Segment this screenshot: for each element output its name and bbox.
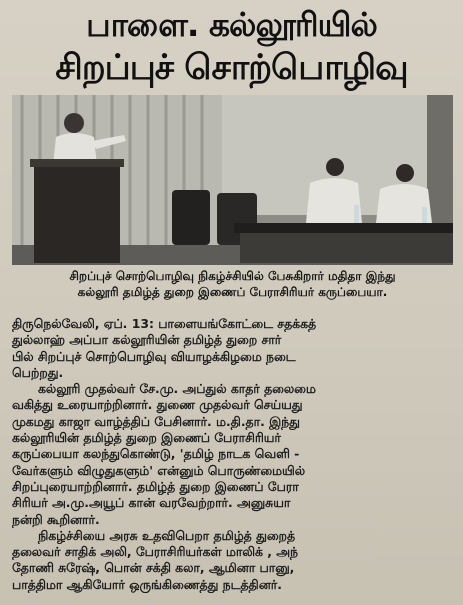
news-photo [12, 95, 453, 265]
article-body [12, 316, 453, 593]
article-line: வகித்து உரையாற்றினார். துணை முதல்வர் செய்யது [12, 397, 303, 413]
article-line: சிறப்புரையாற்றினார். தமிழ்த் துறை இணைப் பேரா [12, 478, 299, 494]
article-line: பாத்திமா ஆகியோர் ஒருங்கிணைத்து நடத்தினர். [12, 576, 282, 592]
photo-illustration [12, 95, 453, 265]
article-line: நன்றி கூறினார். [12, 511, 100, 527]
caption-line: கல்லூரி தமிழ்த் துறை இணைப் பேராசிரியர் கருப்பையா. [77, 285, 388, 299]
article-line: திருநெல்வேலி, ஏப். 13: பாளையங்கோட்டை சதக்கத் [12, 316, 317, 331]
headline-line-2: சிறப்புச் சொற்பொழிவு [55, 48, 408, 88]
article-line: தோணி சுரேஷ், பொன் சக்தி கலா, ஆமினா பானு, [12, 560, 295, 576]
article-line: துல்லாஹ் அப்பா கல்லூரியின் தமிழ்த் துறை சார் [12, 332, 282, 348]
article-line: கல்லூரியின் தமிழ்த் துறை இணைப் பேராசிரியர் [12, 430, 281, 446]
article-line: தலைவர் சாதிக் அலி, பேராசிரியர்கள் மாலிக் , அந் [12, 544, 298, 560]
article-line: கருப்பையா கலந்துகொண்டு, 'தமிழ் நாடக வெளி - [12, 446, 300, 462]
article-line: பில் சிறப்புச் சொற்பொழிவு வியாழக்கிழமை நடை [12, 348, 296, 364]
article-line: சிரியர் அ.மு.அயூப் கான் வரவேற்றார். அனுசுயா [12, 495, 291, 511]
article-line: முகமது காஜா வாழ்த்திப் பேசினார். ம.தி.தா. இந்து [12, 413, 300, 429]
photo-caption [12, 268, 453, 300]
headline-line-1: பாளை. கல்லூரியில் [86, 5, 377, 44]
article-line: வேர்களும் விழுதுகளும்' என்னும் பொருண்மையில் [12, 462, 306, 478]
article-line: நிகழ்ச்சியை அரசு உதவிபெறா தமிழ்த் துறைத் [38, 527, 296, 543]
article-line: கல்லூரி முதல்வர் சே.மு. அப்துல் காதர் தலைமை [38, 381, 316, 397]
article-line: பெற்றது. [12, 364, 64, 380]
caption-line: சிறப்புச் சொற்பொழிவு நிகழ்ச்சியில் பேசுகிறார் மதிதா இந்து [69, 269, 396, 283]
